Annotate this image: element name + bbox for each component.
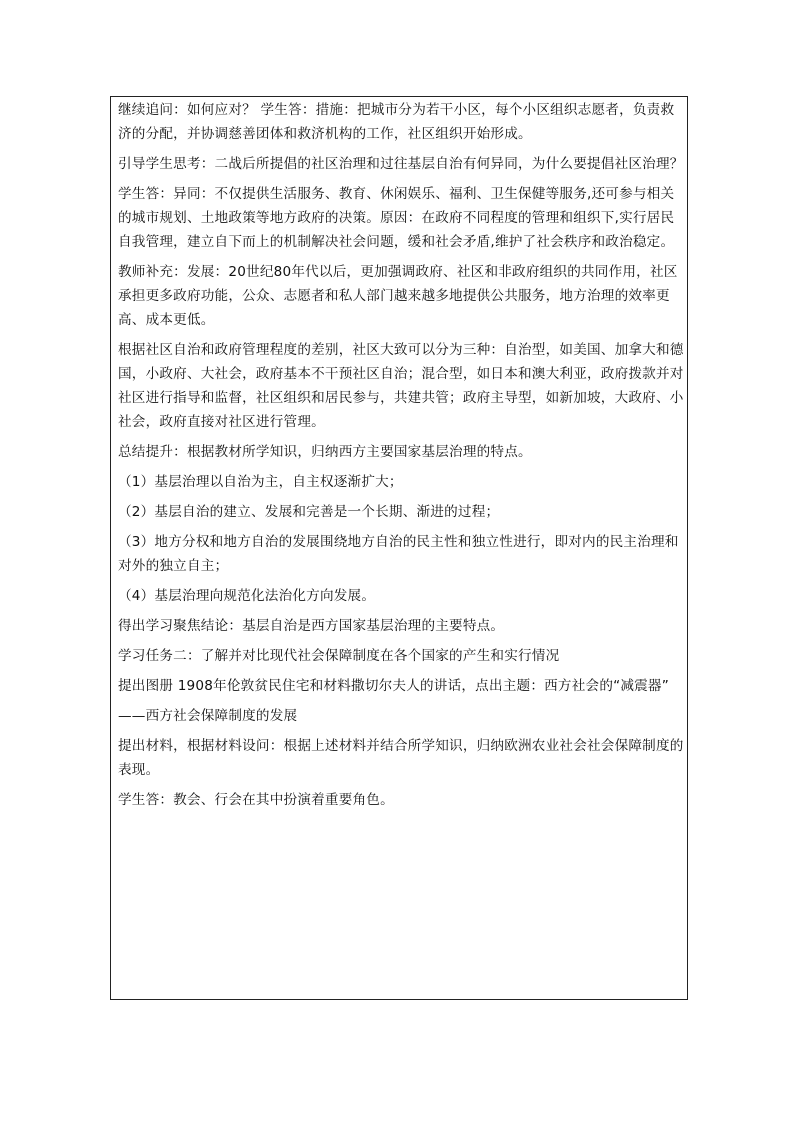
paragraph-point-2: （2）基层自治的建立、发展和完善是一个长期、渐进的过程； (118, 504, 500, 520)
paragraph-atlas-material: 提出图册 1908年伦敦贫民住宅和材料撒切尔夫人的讲话，点出主题：西方社会的“减震器” (118, 678, 669, 694)
paragraph-material-question: 提出材料，根据材料设问：根据上述材料并结合所学知识，归纳欧洲农业社会社会保障制度的表现。 (118, 738, 684, 778)
paragraph-subtitle: ——西方社会保障制度的发展 (118, 708, 298, 724)
paragraph-teacher-supplement: 教师补充：发展：20世纪80年代以后，更加强调政府、社区和非政府组织的共同作用，社区承担更多政府功能，公众、志愿者和私人部门越来越多地提供公共服务，地方治理的效率更高、成本更低。 (118, 264, 678, 328)
paragraph-point-4: （4）基层治理向规范化法治化方向发展。 (118, 588, 376, 604)
lesson-content (118, 98, 684, 812)
paragraph-conclusion: 得出学习聚焦结论：基层自治是西方国家基层治理的主要特点。 (118, 618, 505, 634)
paragraph-task-two: 学习任务二：了解并对比现代社会保障制度在各个国家的产生和实行情况 (118, 648, 560, 664)
paragraph-student-answer-church: 学生答：教会、行会在其中扮演着重要角色。 (118, 792, 394, 808)
paragraph-point-1: （1）基层治理以自治为主，自主权逐渐扩大； (118, 474, 403, 490)
paragraph-student-answer-similarities: 学生答：异同：不仅提供生活服务、教育、休闲娱乐、福利、卫生保健等服务,还可参与相关的城市规划、土地政策等地方政府的决策。原因：在政府不同程度的管理和组织下,实行居民自我管理，建立自下而上的机制解决社会问题，缓和社会矛盾,维护了社会秩序和政治稳定。 (118, 186, 675, 250)
paragraph-follow-up-question: 继续追问：如何应对？ 学生答：措施：把城市分为若干小区，每个小区组织志愿者，负责救济的分配，并协调慈善团体和救济机构的工作，社区组织开始形成。 (118, 102, 675, 142)
paragraph-point-3: （3）地方分权和地方自治的发展围绕地方自治的民主性和独立性进行，即对内的民主治理和对外的独立自主； (118, 534, 679, 574)
paragraph-community-types: 根据社区自治和政府管理程度的差别，社区大致可以分为三种：自治型，如美国、加拿大和德国，小政府、大社会，政府基本不干预社区自治；混合型，如日本和澳大利亚，政府拨款并对社区进行指导和监督，社区组织和居民参与，共建共管；政府主导型，如新加坡，大政府、小社会，政府直接对社区进行管理。 (118, 342, 684, 430)
paragraph-summary: 总结提升：根据教材所学知识，归纳西方主要国家基层治理的特点。 (118, 444, 532, 460)
paragraph-guide-thinking: 引导学生思考：二战后所提倡的社区治理和过往基层自治有何异同，为什么要提倡社区治理？ (118, 156, 684, 172)
